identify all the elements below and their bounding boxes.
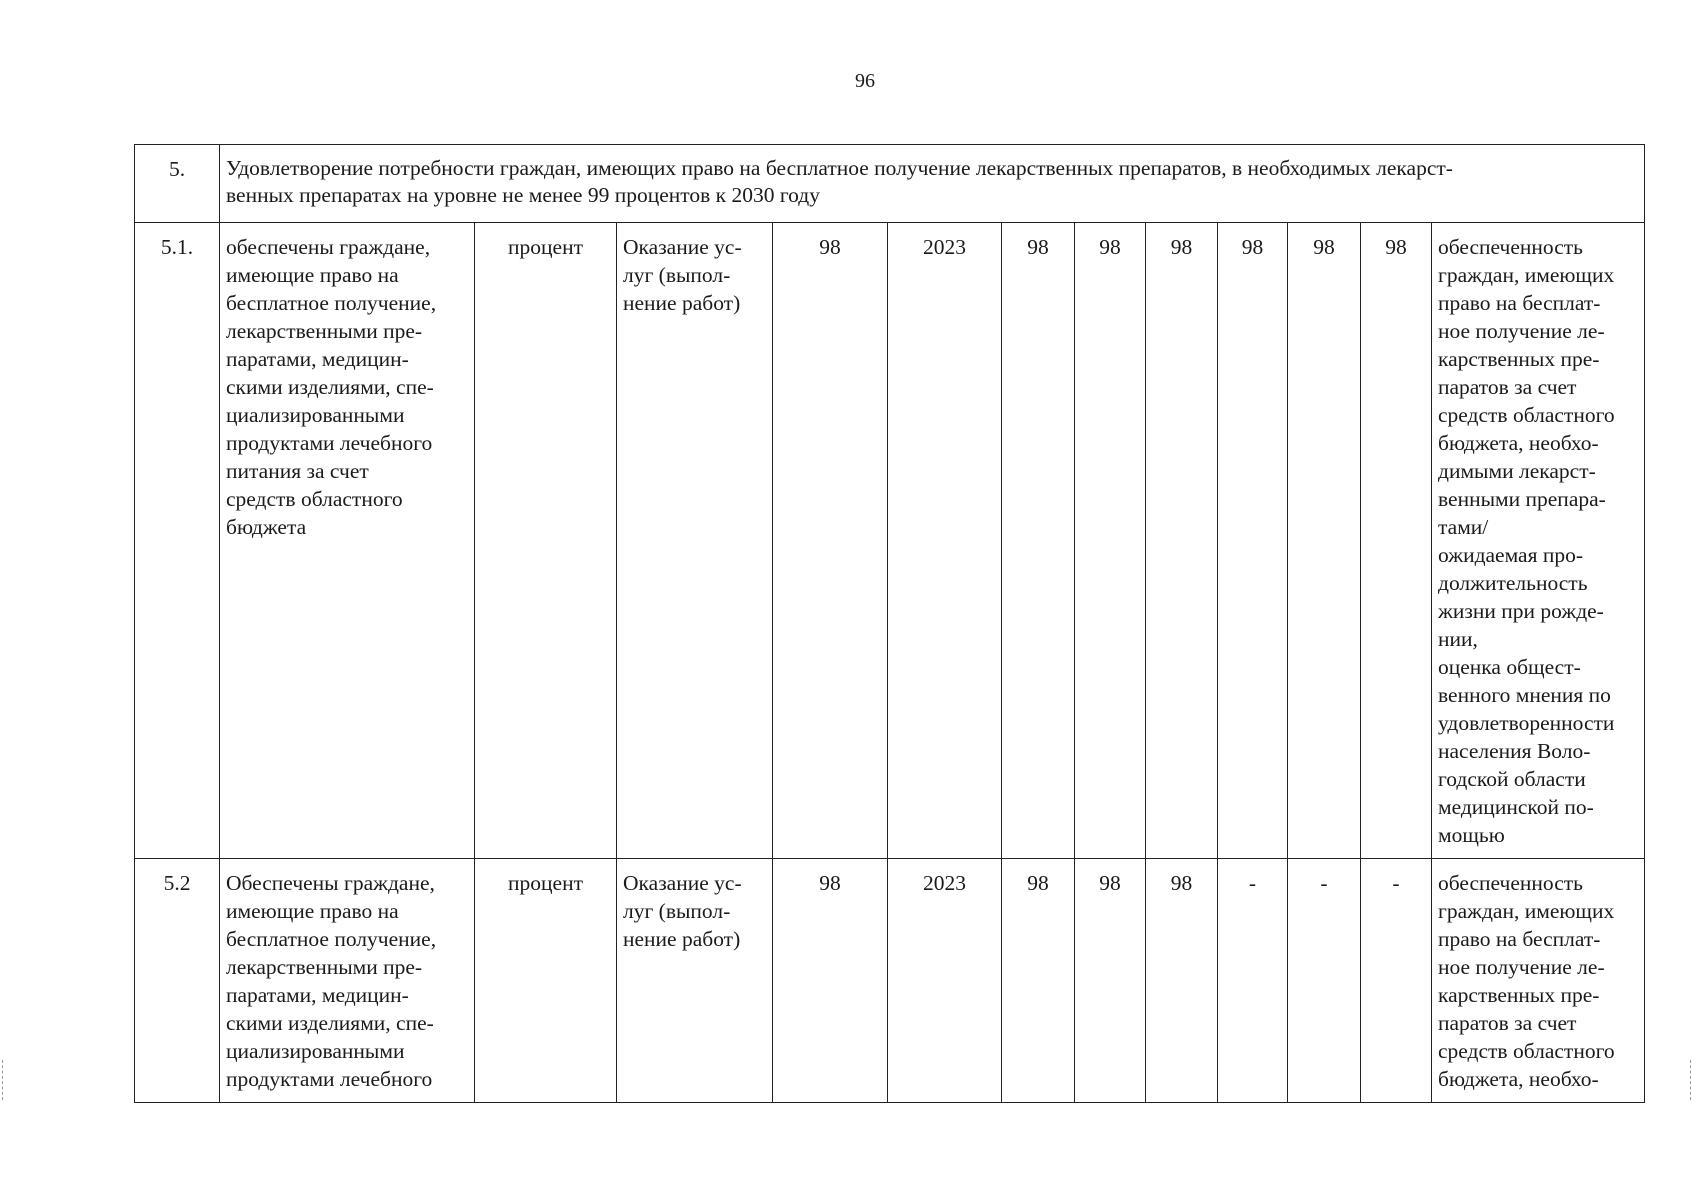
value-cell: 98: [1075, 859, 1146, 1103]
value-cell: 98: [1002, 223, 1075, 859]
indicator-name: Обеспечены граждане, имеющие право на бесплатное получение, лекарственными пре- паратами, медицин- скими изделиями, спе- циализированными продуктами лечебного: [220, 859, 475, 1103]
goal-number: 5.: [135, 145, 220, 223]
row-number: 5.1.: [135, 223, 220, 859]
indicator-type: Оказание ус- луг (выпол- нение работ): [617, 859, 773, 1103]
value-cell: 98: [1361, 223, 1432, 859]
value-cell: 98: [1002, 859, 1075, 1103]
indicators-table: [134, 144, 1645, 1103]
goal-row: [135, 145, 1645, 223]
base-value: 98: [773, 223, 888, 859]
value-cell: 98: [1288, 223, 1361, 859]
table-row: [135, 223, 1645, 859]
unit-cell: процент: [475, 223, 617, 859]
value-cell: 98: [1146, 223, 1218, 859]
page-number: 96: [855, 70, 875, 92]
scan-edge-mark-left: [2, 1060, 8, 1100]
table-row: [135, 859, 1645, 1103]
indicator-name: обеспечены граждане, имеющие право на бесплатное получение, лекарственными пре- паратами, медицин- скими изделиями, спе- циализированными продуктами лечебного питания за счет средств областного бюджета: [220, 223, 475, 859]
base-year: 2023: [888, 859, 1002, 1103]
linked-indicators: обеспеченность граждан, имеющих право на бесплат- ное получение ле- карственных пре- паратов за счет средств областного бюджета, необхо-: [1432, 859, 1645, 1103]
row-number: 5.2: [135, 859, 220, 1103]
unit-cell: процент: [475, 859, 617, 1103]
value-cell: 98: [1075, 223, 1146, 859]
value-cell: 98: [1146, 859, 1218, 1103]
value-cell: -: [1218, 859, 1288, 1103]
indicator-type: Оказание ус- луг (выпол- нение работ): [617, 223, 773, 859]
scan-edge-mark-right: [1690, 1060, 1696, 1100]
value-cell: -: [1361, 859, 1432, 1103]
goal-text: Удовлетворение потребности граждан, имеющих право на бесплатное получение лекарственных препаратов, в необходимых лекарст- венных препаратах на уровне не менее 99 процентов к 2030 году: [220, 145, 1645, 223]
base-value: 98: [773, 859, 888, 1103]
linked-indicators: обеспеченность граждан, имеющих право на бесплат- ное получение ле- карственных пре- паратов за счет средств областного бюджета, необхо- димыми лекарст- венными препара- тами/ ожидаемая про- должительность жизни при рожде- нии, оценка общест- венного мнения по удовлетворенности населения Воло- годской области медицинской по- мощью: [1432, 223, 1645, 859]
value-cell: 98: [1218, 223, 1288, 859]
base-year: 2023: [888, 223, 1002, 859]
value-cell: -: [1288, 859, 1361, 1103]
